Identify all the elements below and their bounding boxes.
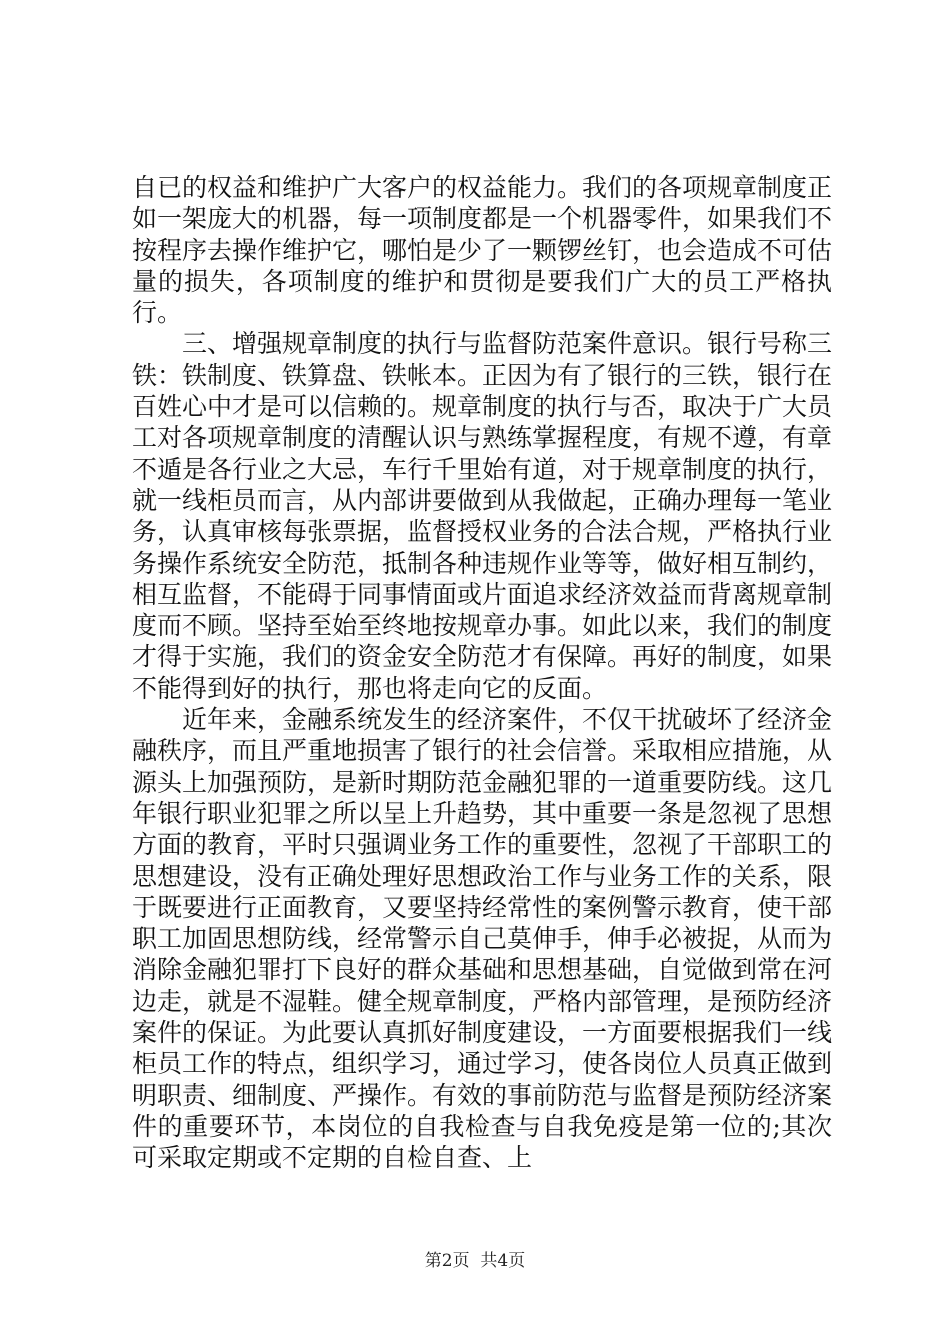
footer-separator [470,1251,481,1271]
paragraph-2: 三、增强规章制度的执行与监督防范案件意识。银行号称三铁：铁制度、铁算盘、铁帐本。正因为有了银行的三铁，银行在百姓心中才是可以信赖的。规章制度的执行与否，取决于广大员工对各项规章制度的清醒认识与熟练掌握程度，有规不遵，有章不遁是各行业之大忌，车行千里始有道，对于规章制度的执行，就一线柜员而言，从内部讲要做到从我做起，正确办理每一笔业务，认真审核每张票据，监督授权业务的合法合规，严格执行业务操作系统安全防范，抵制各种违规作业等等，做好相互制约，相互监督，不能碍于同事情面或片面追求经济效益而背离规章制度而不顾。坚持至始至终地按规章办事。如此以来，我们的制度才得于实施，我们的资金安全防范才有保障。再好的制度，如果不能得到好的执行，那也将走向它的反面。 [132,329,833,703]
page-number: 第2页 [424,1251,470,1271]
page-total: 共4页 [480,1251,526,1271]
paragraph-1: 自已的权益和维护广大客户的权益能力。我们的各项规章制度正如一架庞大的机器，每一项制度都是一个机器零件，如果我们不按程序去操作维护它，哪怕是少了一颗锣丝钉，也会造成不可估量的损失，各项制度的维护和贯彻是要我们广大的员工严格执行。 [132,173,833,328]
document-body [132,172,832,1174]
page-footer [0,1246,950,1271]
paragraph-3: 近年来，金融系统发生的经济案件，不仅干扰破坏了经济金融秩序，而且严重地损害了银行的社会信誉。采取相应措施，从源头上加强预防，是新时期防范金融犯罪的一道重要防线。这几年银行职业犯罪之所以呈上升趋势，其中重要一条是忽视了思想方面的教育，平时只强调业务工作的重要性，忽视了干部职工的思想建设，没有正确处理好思想政治工作与业务工作的关系，限于既要进行正面教育，又要坚持经常性的案例警示教育，使干部职工加固思想防线，经常警示自己莫伸手，伸手必被捉，从而为消除金融犯罪打下良好的群众基础和思想基础，自觉做到常在河边走，就是不湿鞋。健全规章制度，严格内部管理，是预防经济案件的保证。为此要认真抓好制度建设，一方面要根据我们一线柜员工作的特点，组织学习，通过学习，使各岗位人员真正做到明职责、细制度、严操作。有效的事前防范与监督是预防经济案件的重要环节，本岗位的自我检查与自我免疫是第一位的;其次可采取定期或不定期的自检自查、上 [132,705,833,1173]
